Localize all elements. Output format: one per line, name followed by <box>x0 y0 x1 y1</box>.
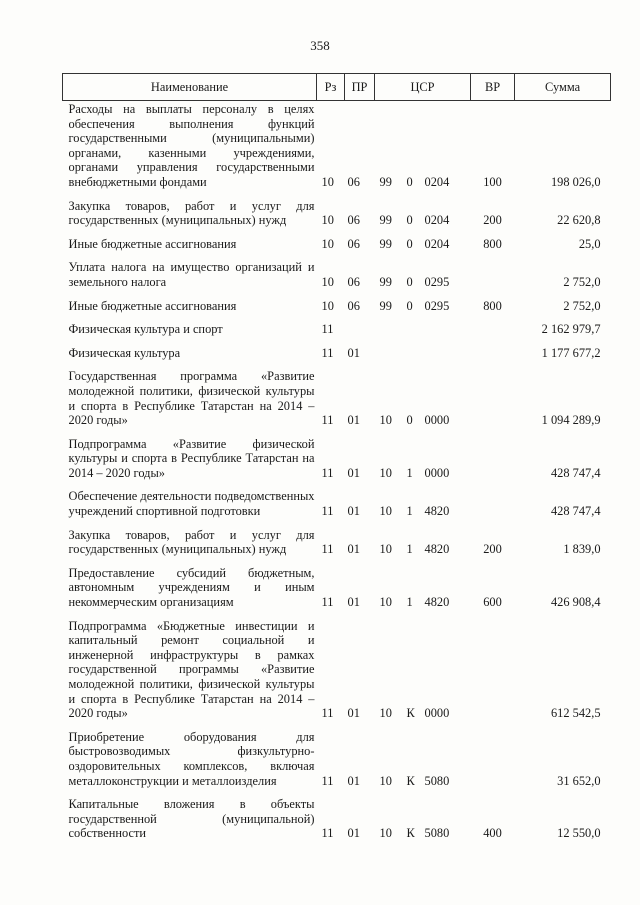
cell-rz: 11 <box>321 504 334 519</box>
cell-csr-program: 10 <box>379 413 392 428</box>
cell-vr <box>471 433 515 486</box>
cell-vr: 600 <box>483 595 502 610</box>
cell-name: Расходы на выплаты персоналу в целях обеспечения выполнения функций государственными (муниципальными) органами, казенными учреждениями, органами управления государственными внебюджетными фондами <box>68 102 315 189</box>
table-row <box>63 562 611 615</box>
cell-csr-subprogram: 0 <box>406 213 413 228</box>
cell-pr: 01 <box>347 504 360 519</box>
cell-name: Государственная программа «Развитие молодежной политики, физической культуры и спорта в Республике Татарстан на 2014 – 2020 годы» <box>68 369 315 428</box>
cell-csr-direction <box>423 342 471 366</box>
cell-vr <box>471 615 515 726</box>
cell-csr-program: 10 <box>379 542 392 557</box>
cell-csr-subprogram: 1 <box>406 542 413 557</box>
cell-pr: 06 <box>347 174 360 189</box>
cell-pr: 01 <box>347 465 360 480</box>
header-pr: ПР <box>345 74 375 101</box>
cell-vr <box>471 726 515 793</box>
cell-csr-direction: 5080 <box>424 826 450 841</box>
cell-pr <box>345 318 375 342</box>
cell-pr: 01 <box>347 595 360 610</box>
cell-csr-subprogram: 1 <box>406 595 413 610</box>
cell-csr-subprogram <box>403 318 423 342</box>
cell-pr: 01 <box>347 542 360 557</box>
cell-csr-direction: 4820 <box>424 504 450 519</box>
cell-name: Физическая культура и спорт <box>68 322 223 337</box>
cell-csr-direction: 0295 <box>424 298 450 313</box>
page-number: 358 <box>310 38 330 53</box>
cell-pr: 01 <box>347 706 360 721</box>
cell-vr: 800 <box>483 236 502 251</box>
cell-csr-program: 99 <box>379 174 392 189</box>
cell-vr <box>471 256 515 294</box>
cell-sum: 12 550,0 <box>557 826 601 841</box>
cell-vr: 100 <box>483 174 502 189</box>
cell-sum: 22 620,8 <box>557 213 601 228</box>
header-sum: Сумма <box>515 74 611 101</box>
cell-csr-program: 10 <box>379 773 392 788</box>
cell-rz: 11 <box>321 542 334 557</box>
cell-name: Подпрограмма «Бюджетные инвестиции и капитальный ремонт социальной и инженерной инфраструктуры в рамках государственной программы «Развитие молодежной политики, физической культуры и спорта в Республике Татарстан на 2014 – 2020 годы» <box>68 618 315 721</box>
table-row <box>63 295 611 319</box>
cell-csr-subprogram: 0 <box>406 236 413 251</box>
table-row <box>63 485 611 523</box>
cell-csr-program: 10 <box>379 826 392 841</box>
cell-csr-direction: 0000 <box>424 413 450 428</box>
table-row <box>63 342 611 366</box>
cell-sum: 2 752,0 <box>563 274 601 289</box>
cell-csr-direction: 0295 <box>424 274 450 289</box>
table-header-row <box>63 74 611 101</box>
cell-rz: 11 <box>321 413 334 428</box>
cell-pr: 06 <box>347 298 360 313</box>
cell-name: Обеспечение деятельности подведомственных учреждений спортивной подготовки <box>68 489 315 519</box>
cell-rz: 10 <box>321 174 334 189</box>
cell-name: Иные бюджетные ассигнования <box>68 236 237 251</box>
cell-csr-program: 10 <box>379 706 392 721</box>
cell-csr-subprogram: К <box>406 773 415 788</box>
budget-table <box>62 73 611 846</box>
cell-name: Капитальные вложения в объекты государственной (муниципальной) собственности <box>68 797 315 841</box>
table-row <box>63 524 611 562</box>
table-row <box>63 256 611 294</box>
cell-csr-direction: 4820 <box>424 595 450 610</box>
cell-vr: 400 <box>483 826 502 841</box>
cell-pr: 06 <box>347 213 360 228</box>
cell-pr: 06 <box>347 274 360 289</box>
cell-sum: 1 094 289,9 <box>541 413 601 428</box>
cell-rz: 10 <box>321 213 334 228</box>
cell-csr-program: 10 <box>379 465 392 480</box>
table-row <box>63 233 611 257</box>
header-rz: Рз <box>317 74 345 101</box>
cell-sum: 31 652,0 <box>557 773 601 788</box>
cell-vr: 200 <box>483 213 502 228</box>
table-row <box>63 615 611 726</box>
cell-vr: 800 <box>483 298 502 313</box>
cell-csr-subprogram: 0 <box>406 274 413 289</box>
cell-rz: 11 <box>321 706 334 721</box>
table-row <box>63 195 611 233</box>
cell-csr-direction: 0204 <box>424 174 450 189</box>
cell-csr-subprogram <box>403 342 423 366</box>
cell-sum: 428 747,4 <box>550 504 601 519</box>
cell-vr <box>471 365 515 432</box>
cell-sum: 428 747,4 <box>550 465 601 480</box>
cell-csr-program <box>375 318 403 342</box>
cell-vr <box>471 342 515 366</box>
cell-csr-subprogram: 0 <box>406 413 413 428</box>
cell-csr-program: 99 <box>379 274 392 289</box>
header-name: Наименование <box>63 74 317 101</box>
cell-sum: 25,0 <box>578 236 601 251</box>
cell-rz: 11 <box>321 465 334 480</box>
header-csr: ЦСР <box>375 74 471 101</box>
cell-csr-program: 10 <box>379 595 392 610</box>
cell-rz: 11 <box>321 345 334 360</box>
cell-rz: 11 <box>321 322 334 337</box>
cell-csr-subprogram: К <box>406 826 415 841</box>
cell-pr: 01 <box>347 413 360 428</box>
cell-csr-direction: 4820 <box>424 542 450 557</box>
cell-pr: 01 <box>347 826 360 841</box>
cell-name: Закупка товаров, работ и услуг для государственных (муниципальных) нужд <box>68 198 315 228</box>
cell-rz: 11 <box>321 773 334 788</box>
cell-csr-program: 99 <box>379 298 392 313</box>
cell-name: Подпрограмма «Развитие физической культуры и спорта в Республике Татарстан на 2014 – 2020 годы» <box>68 436 315 480</box>
cell-name: Физическая культура <box>68 345 181 360</box>
cell-vr: 200 <box>483 542 502 557</box>
cell-csr-subprogram: 1 <box>406 504 413 519</box>
cell-sum: 612 542,5 <box>550 706 601 721</box>
cell-csr-subprogram: 0 <box>406 298 413 313</box>
cell-rz: 10 <box>321 298 334 313</box>
cell-pr: 01 <box>347 345 360 360</box>
cell-name: Закупка товаров, работ и услуг для государственных (муниципальных) нужд <box>68 527 315 557</box>
cell-name: Иные бюджетные ассигнования <box>68 298 237 313</box>
table-row <box>63 101 611 195</box>
cell-rz: 10 <box>321 236 334 251</box>
cell-sum: 2 752,0 <box>563 298 601 313</box>
cell-name: Уплата налога на имущество организаций и земельного налога <box>68 260 315 289</box>
cell-csr-direction: 0204 <box>424 236 450 251</box>
cell-sum: 2 162 979,7 <box>541 322 601 337</box>
cell-pr: 06 <box>347 236 360 251</box>
cell-pr: 01 <box>347 773 360 788</box>
cell-name: Предоставление субсидий бюджетным, автономным учреждениям и иным некоммерческим организациям <box>68 565 315 610</box>
cell-rz: 11 <box>321 595 334 610</box>
cell-csr-program: 99 <box>379 236 392 251</box>
cell-csr-direction <box>423 318 471 342</box>
table-body <box>63 101 611 846</box>
cell-csr-subprogram: К <box>406 706 415 721</box>
cell-rz: 10 <box>321 274 334 289</box>
table-row <box>63 793 611 846</box>
cell-vr <box>471 318 515 342</box>
cell-csr-direction: 0000 <box>424 706 450 721</box>
table-row <box>63 433 611 486</box>
table-row <box>63 365 611 432</box>
cell-name: Приобретение оборудования для быстровозводимых физкультурно-оздоровительных комплексов, включая металлоконструкции и металлоизделия <box>68 729 315 788</box>
cell-csr-direction: 0000 <box>424 465 450 480</box>
cell-csr-subprogram: 1 <box>406 465 413 480</box>
cell-sum: 1 839,0 <box>563 542 601 557</box>
cell-csr-direction: 5080 <box>424 773 450 788</box>
cell-csr-direction: 0204 <box>424 213 450 228</box>
cell-vr <box>471 485 515 523</box>
table-row <box>63 318 611 342</box>
header-vr: ВР <box>471 74 515 101</box>
cell-csr-program: 99 <box>379 213 392 228</box>
cell-csr-subprogram: 0 <box>406 174 413 189</box>
cell-rz: 11 <box>321 826 334 841</box>
cell-sum: 1 177 677,2 <box>541 345 601 360</box>
cell-csr-program: 10 <box>379 504 392 519</box>
cell-sum: 198 026,0 <box>550 174 601 189</box>
table-row <box>63 726 611 793</box>
cell-csr-program <box>375 342 403 366</box>
cell-sum: 426 908,4 <box>550 595 601 610</box>
